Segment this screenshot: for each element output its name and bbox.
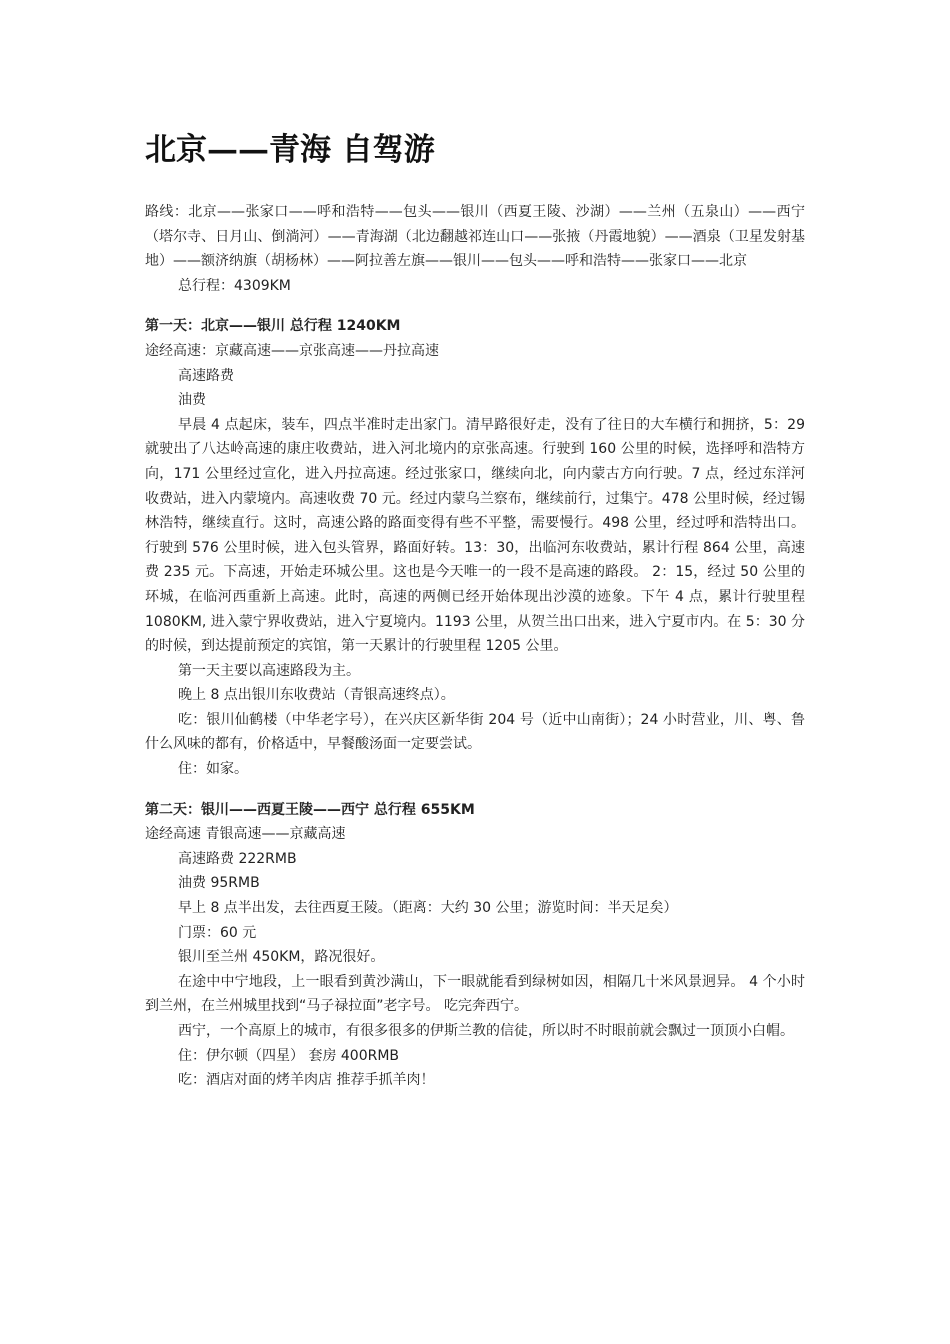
day2-scenery: 在途中中宁地段，上一眼看到黄沙满山，下一眼就能看到绿树如因，相隔几十米风景迥异。 4 个小时到兰州，在兰州城里找到“马子禄拉面”老字号。 吃完奔西宁。: [145, 973, 805, 1015]
route-text: 路线：北京——张家口——呼和浩特——包头——银川（西夏王陵、沙湖）——兰州（五泉山）——西宁（塔尔寺、日月山、倒淌河）——青海湖（北边翻越祁连山口——张掖（丹霞地貌）——酒泉（卫星发射基地）——额济纳旗（胡杨林）——阿拉善左旗——银川——包头——呼和浩特——张家口——北京: [145, 204, 805, 270]
day2-eat: 吃：酒店对面的烤羊肉店 推荐手抓羊肉！: [178, 1072, 435, 1089]
day1-highways: 途经高速：京藏高速——京张高速——丹拉高速: [145, 342, 439, 359]
day1-fuel: 油费: [178, 392, 206, 409]
day2-highways: 途经高速 青银高速——京藏高速: [145, 826, 346, 843]
day2-ticket: 门票：60 元: [178, 924, 257, 941]
day1-stay: 住：如家。: [178, 761, 248, 778]
day2-section: [145, 798, 805, 1093]
day2-fuel: 油费 95RMB: [178, 875, 260, 892]
day1-eat: 吃：银川仙鹤楼（中华老字号），在兴庆区新华街 204 号（近中山南街）；24 小时营业，川、粤、鲁什么风味的都有，价格适中，早餐酸汤面一定要尝试。: [145, 711, 805, 753]
day1-narrative: 早晨 4 点起床，装车，四点半准时走出家门。清早路很好走，没有了往日的大车横行和拥挤，5：29 就驶出了八达岭高速的康庄收费站，进入河北境内的京张高速。行驶到 160 公里的时候，选择呼和浩特方向，171 公里经过宣化，进入丹拉高速。经过张家口，继续向北，向内蒙古方向行驶。7 点，经过东洋河收费站，进入内蒙境内。高速收费 70 元。经过内蒙乌兰察布，继续前行，过集宁。478 公里时候，经过锡林浩特，继续直行。这时，高速公路的路面变得有些不平整，需要慢行。498 公里，经过呼和浩特出口。行驶到 576 公里时候，进入包头管界，路面好转。13：30，出临河东收费站，累计行程 864 公里，高速费 235 元。下高速，开始走环城公里。这也是今天唯一的一段不是高速的路段。 2：15，经过 50 公里的环城，在临河西重新上高速。此时，高速的两侧已经开始体现出沙漠的迹象。下午 4 点，累计行驶里程 1080KM, 进入蒙宁界收费站，进入宁夏境内。1193 公里，从贺兰出口出来，进入宁夏市内。在 5：30 分的时候，到达提前预定的宾馆，第一天累计的行驶里程 1205 公里。: [145, 416, 805, 655]
total-distance: 总行程：4309KM: [178, 277, 291, 294]
day2-toll: 高速路费 222RMB: [178, 850, 297, 867]
document-title: 北京——青海 自驾游: [145, 132, 435, 168]
day2-stay: 住：伊尔顿（四星） 套房 400RMB: [178, 1047, 400, 1064]
day1-section: [145, 314, 805, 781]
day1-heading: 第一天：北京——银川 总行程 1240KM: [145, 318, 401, 335]
document-page: [145, 128, 805, 1093]
day2-drive: 银川至兰州 450KM，路况很好。: [178, 949, 385, 966]
day1-note-highway: 第一天主要以高速路段为主。: [178, 662, 360, 679]
day2-xining: 西宁，一个高原上的城市，有很多很多的伊斯兰教的信徒，所以时不时眼前就会飘过一顶顶小白帽。: [178, 1023, 794, 1039]
day2-heading: 第二天：银川——西夏王陵——西宁 总行程 655KM: [145, 801, 475, 818]
day1-toll: 高速路费: [178, 367, 234, 384]
day1-note-evening: 晚上 8 点出银川东收费站（青银高速终点）。: [178, 687, 455, 704]
day2-morning: 早上 8 点半出发，去往西夏王陵。（距离：大约 30 公里；游览时间：半天足矣）: [178, 900, 678, 917]
